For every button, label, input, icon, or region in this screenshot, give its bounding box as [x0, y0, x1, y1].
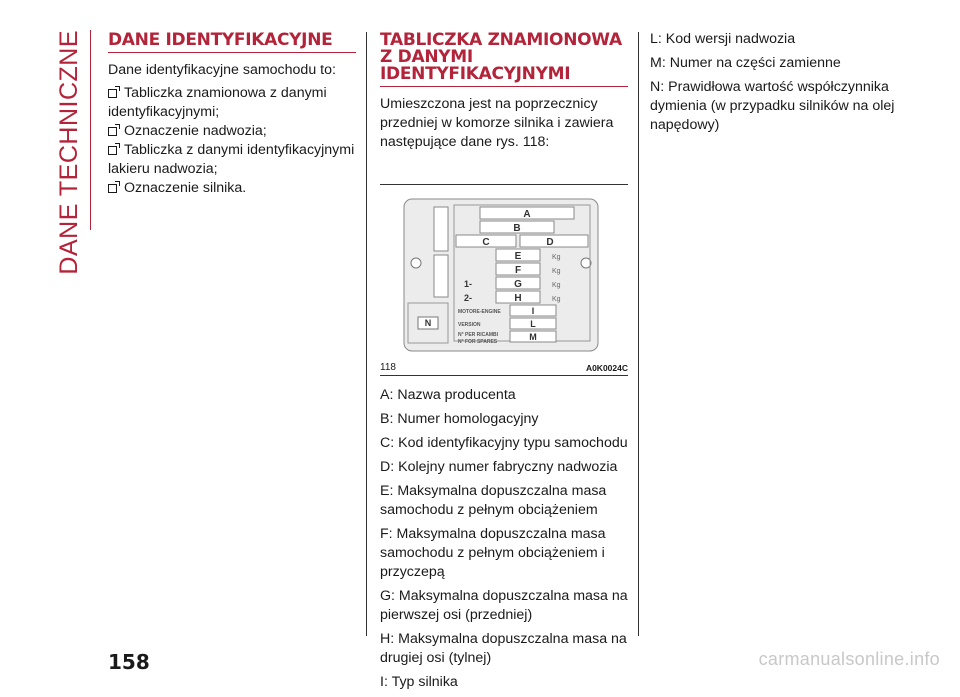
column-divider [366, 32, 367, 636]
axle-row-2: 2- [464, 293, 473, 303]
label-m: M [529, 332, 537, 342]
checkbox-bullet-icon [108, 89, 117, 98]
label-n: N [424, 318, 432, 328]
label-i: I [531, 306, 535, 316]
kg-label: Kg [552, 268, 561, 275]
kg-label: Kg [552, 254, 561, 261]
nameplate-legend [380, 386, 628, 692]
legend-item: C: Kod identyfikacyjny typu samochodu [380, 435, 628, 451]
page-number: 158 [108, 650, 150, 674]
legend-item: H: Maksymalna dopuszczalna masa na drugiej osi (tylnej) [380, 631, 627, 666]
label-h: H [514, 293, 522, 304]
side-tab-rule [90, 30, 91, 230]
column-divider [638, 32, 639, 636]
list-item: Tabliczka z danymi identyfikacyjnymi lakieru nadwozia; [108, 142, 355, 177]
legend-item: D: Kolejny numer fabryczny nadwozia [380, 459, 618, 475]
checkbox-bullet-icon [108, 127, 117, 136]
kg-label: Kg [552, 296, 561, 303]
nameplate-diagram [380, 191, 628, 363]
spares-label-1: N° PER RICAMBI [458, 332, 499, 338]
legend-item: M: Numer na części zamienne [650, 55, 841, 71]
column-identification [108, 30, 356, 198]
legend-item: E: Maksymalna dopuszczalna masa samochodu z pełnym obciążeniem [380, 483, 607, 518]
section-side-tab [52, 30, 86, 275]
label-c: C [482, 237, 490, 248]
figure-code: A0K0024C [585, 363, 628, 373]
spares-label-2: N° FOR SPARES [458, 339, 498, 345]
label-d: D [546, 237, 554, 248]
label-f: F [514, 265, 522, 276]
section-side-tab-label: DANE TECHNICZNE [54, 30, 83, 275]
kg-label: Kg [552, 282, 561, 289]
intro-text: Dane identyfikacyjne samochodu to: [108, 62, 336, 78]
label-e: E [514, 251, 522, 262]
heading-nameplate: TABLICZKA ZNAMIONOWA Z DANYMI IDENTYFIKACYJNYMI [380, 32, 628, 87]
legend-item: N: Prawidłowa wartość współczynnika dymienia (w przypadku silników na olej napędowy) [650, 79, 895, 133]
watermark: carmanualsonline.info [758, 649, 940, 669]
intro-text: Umieszczona jest na poprzecznicy przedniej w komorze silnika i zawiera następujące dane rys. 118: [380, 96, 614, 150]
label-a: A [523, 209, 531, 220]
column-legend-continued [650, 30, 900, 140]
label-g: G [514, 279, 522, 290]
legend-item: B: Numer homologacyjny [380, 411, 539, 427]
checkbox-bullet-icon [108, 146, 117, 155]
nameplate-figure [380, 184, 628, 376]
identification-list [108, 84, 356, 198]
axle-row-1: 1- [464, 279, 473, 289]
column-nameplate [380, 30, 628, 697]
legend-item: G: Maksymalna dopuszczalna masa na pierwszej osi (przedniej) [380, 588, 628, 623]
list-item: Tabliczka znamionowa z danymi identyfikacyjnymi; [108, 85, 327, 120]
version-label: VERSION [458, 322, 481, 328]
heading-identification: DANE IDENTYFIKACYJNE [108, 32, 356, 53]
label-b: B [513, 223, 521, 234]
figure-number: 118 [380, 362, 396, 373]
legend-item: F: Maksymalna dopuszczalna masa samochodu z pełnym obciążeniem i przyczepą [380, 526, 606, 580]
checkbox-bullet-icon [108, 184, 117, 193]
motore-engine-label: MOTORE-ENGINE [458, 309, 501, 315]
legend-item: L: Kod wersji nadwozia [650, 31, 796, 47]
list-item: Oznaczenie nadwozia; [108, 122, 356, 141]
legend-item: A: Nazwa producenta [380, 387, 516, 403]
legend-item: I: Typ silnika [380, 674, 458, 690]
list-item: Oznaczenie silnika. [108, 179, 356, 198]
nameplate-legend-continued [650, 30, 900, 135]
label-l: L [530, 319, 536, 329]
